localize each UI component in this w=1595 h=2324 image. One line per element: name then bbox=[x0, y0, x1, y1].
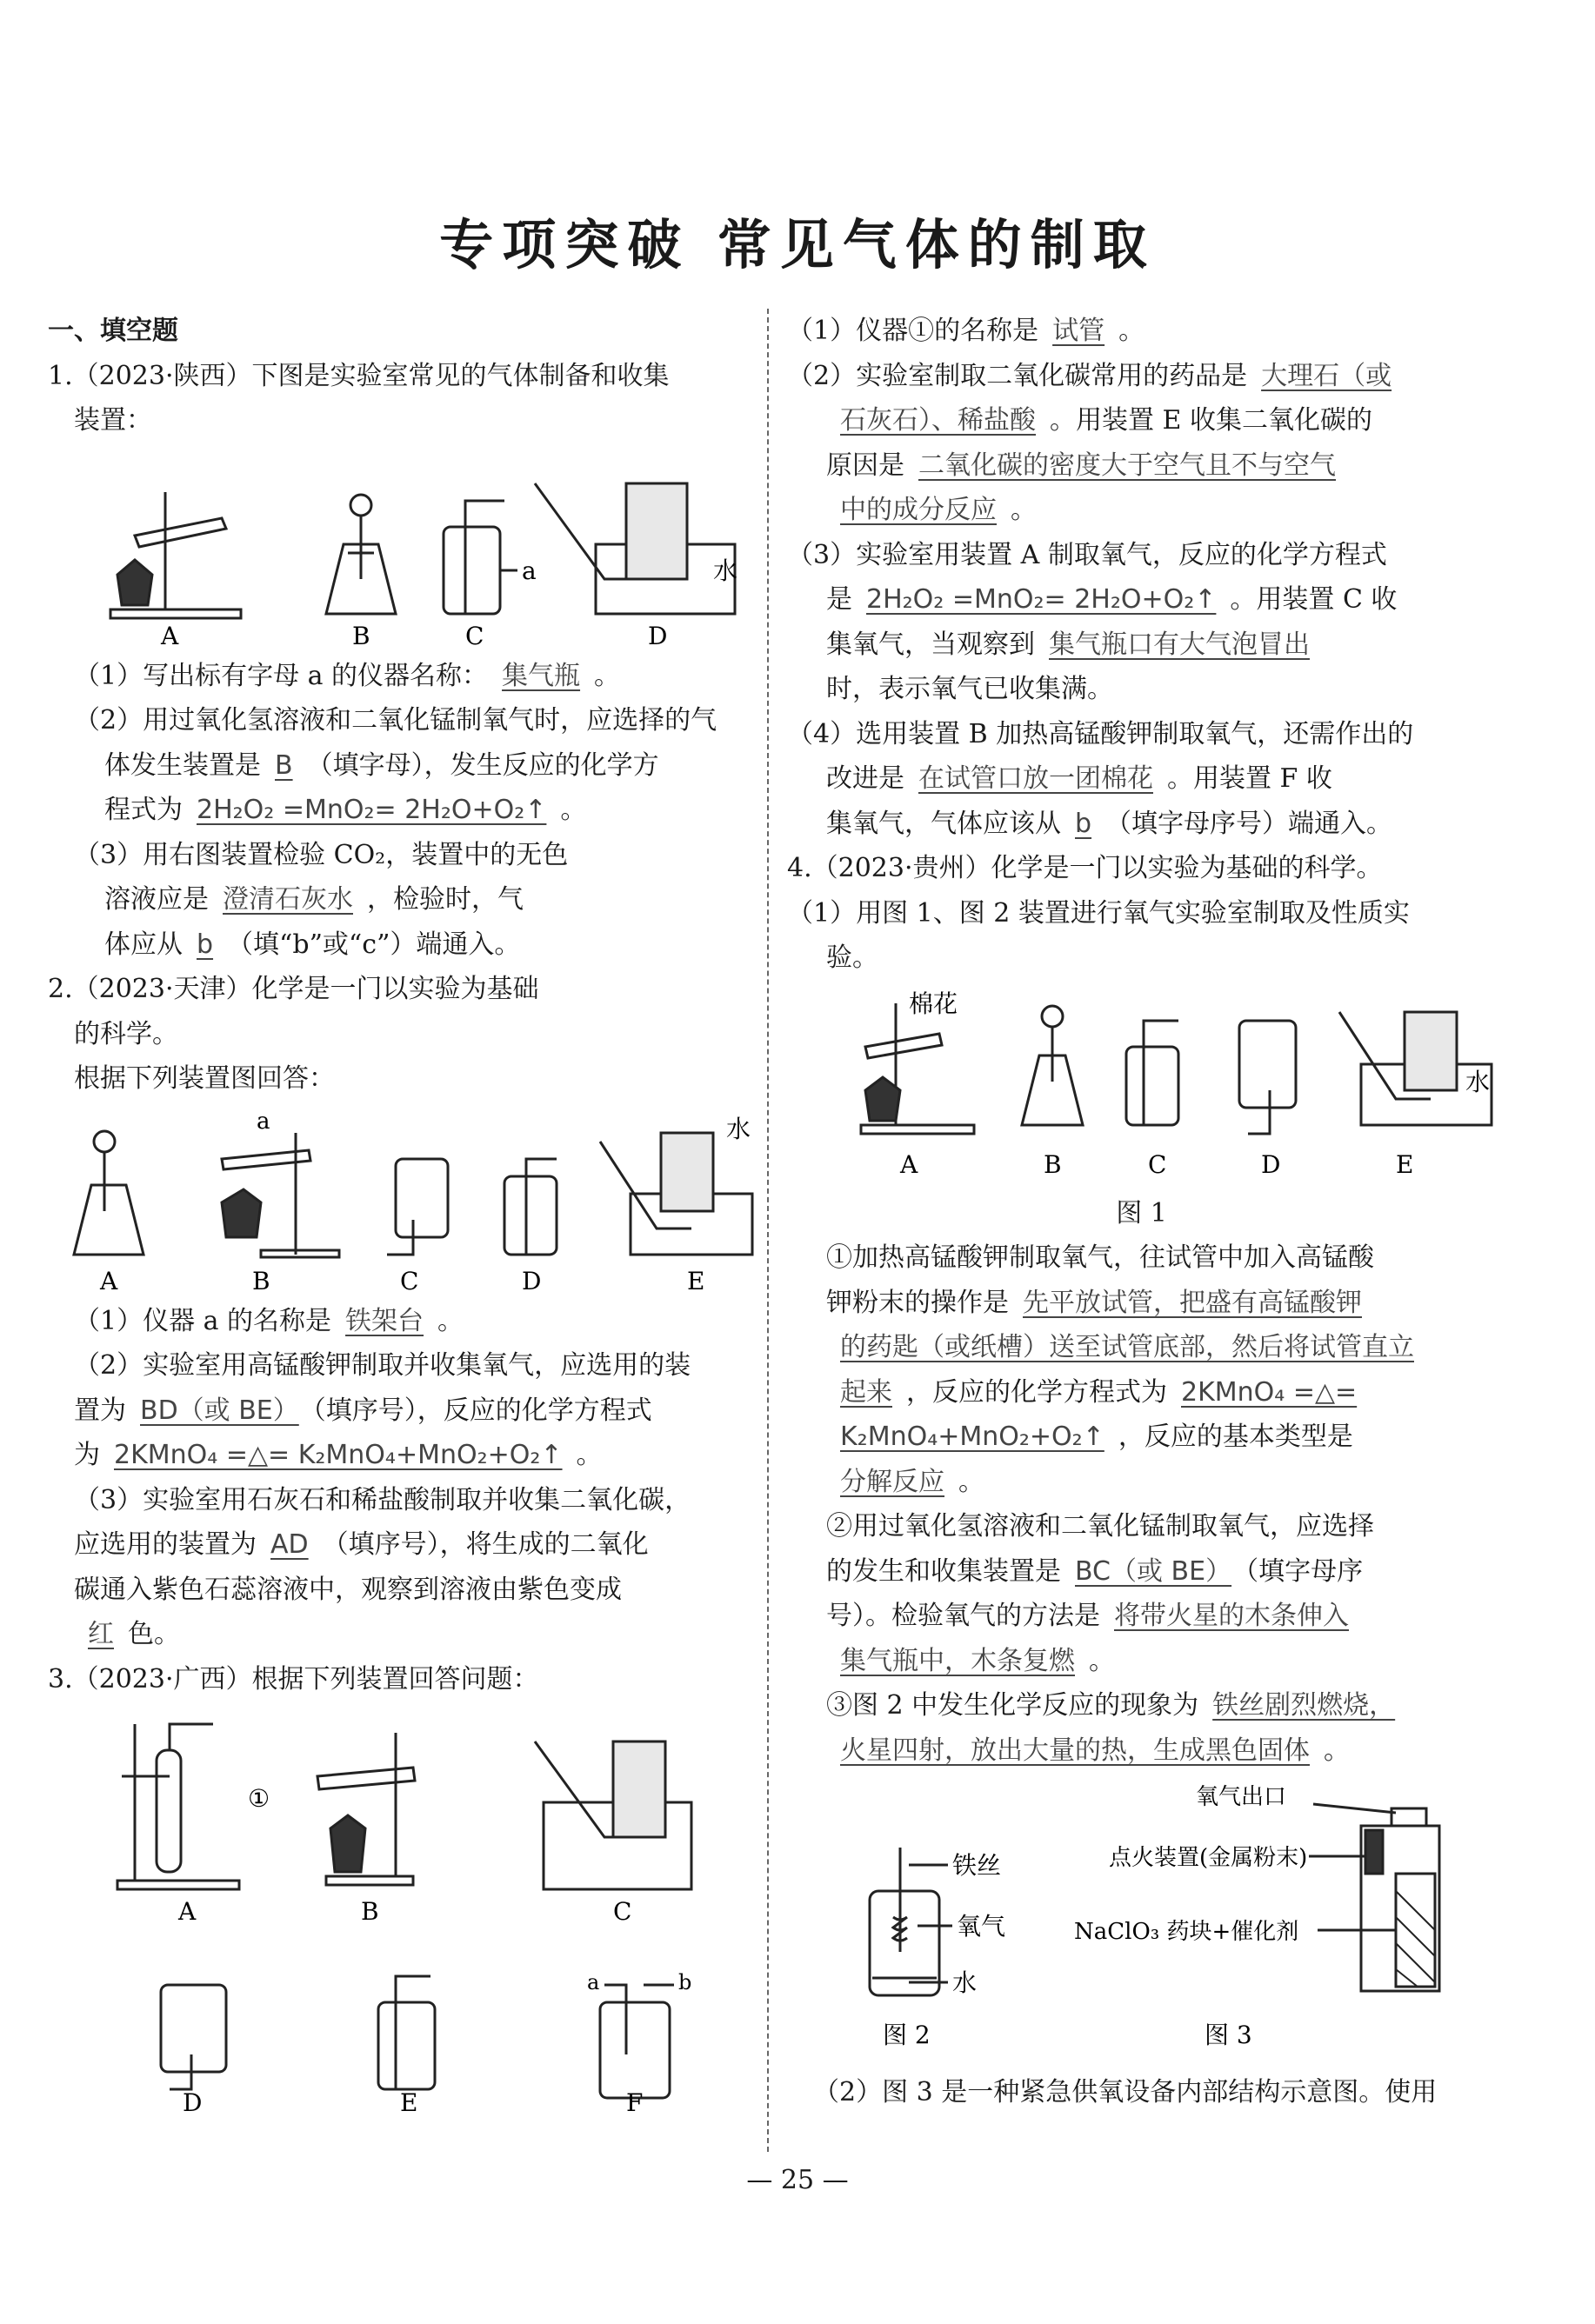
answer: B bbox=[275, 749, 293, 781]
q3-part4: （4）选用装置 B 加热高锰酸钾制取氧气，还需作出的 bbox=[787, 718, 1414, 749]
answer: BD（或 BE） bbox=[140, 1395, 299, 1426]
q1-apparatus-figure bbox=[48, 449, 757, 649]
q4-figure-1 bbox=[787, 986, 1496, 1195]
label-C: C bbox=[465, 621, 484, 649]
q1-part1: （1）写出标有字母 a 的仪器名称： 集气瓶 。 bbox=[74, 660, 621, 691]
a-label: a bbox=[587, 1970, 600, 1994]
q4-s2-b: 的发生和收集装置是 BC（或 BE） （填字母序 bbox=[826, 1555, 1364, 1587]
q2-stem-3: 根据下列装置图回答： bbox=[74, 1063, 335, 1094]
q3-part1: （1）仪器①的名称是 试管 。 bbox=[787, 316, 1145, 346]
label-E: E bbox=[400, 2088, 418, 2115]
q4-part1: （1）用图 1、图 2 装置进行氧气实验室制取及性质实 bbox=[787, 897, 1410, 929]
q3-stem: 3.（2023·广西）根据下列装置回答问题： bbox=[48, 1663, 539, 1695]
q4-s3: ③图 2 中发生化学反应的现象为 铁丝剧烈燃烧， bbox=[787, 1683, 1496, 1728]
q3-part2-d: 中的成分反应 。 bbox=[787, 488, 1496, 533]
label-A: A bbox=[161, 621, 179, 649]
q4-s3-b: 火星四射，放出大量的热，生成黑色固体 。 bbox=[787, 1728, 1496, 1774]
q3-part2-c: 原因是 二氧化碳的密度大于空气且不与空气 bbox=[787, 443, 1496, 489]
answer: 澄清石灰水 bbox=[223, 884, 353, 915]
answer: 2KMnO₄ =△= bbox=[1181, 1376, 1358, 1408]
q2-part2: （2）实验室用高锰酸钾制取并收集氧气，应选用的装 bbox=[74, 1350, 691, 1381]
answer: BC（或 BE） bbox=[1075, 1555, 1232, 1587]
q3-part3: （3）实验室用装置 A 制取氧气，反应的化学方程式 bbox=[787, 539, 1387, 570]
q4-s1-c bbox=[787, 1325, 1496, 1370]
answer: 2H₂O₂ =MnO₂= 2H₂O+O₂↑ bbox=[197, 795, 547, 825]
label-D: D bbox=[522, 1266, 542, 1294]
q1-part3: （3）用右图装置检验 CO₂，装置中的无色 bbox=[74, 839, 569, 870]
q3-part3-b: 是 2H₂O₂ =MnO₂= 2H₂O+O₂↑ 。用装置 C 收 bbox=[826, 584, 1398, 615]
q4-stem: 4.（2023·贵州）化学是一门以实验为基础的科学。 bbox=[787, 853, 1383, 883]
b-label: b bbox=[678, 1970, 692, 1994]
q4-s2-d: 集气瓶中，木条复燃 。 bbox=[787, 1639, 1496, 1684]
label-B: B bbox=[252, 1266, 270, 1294]
q2-part2-b: 置为 BD（或 BE） （填序号），反应的化学方程式 bbox=[74, 1395, 652, 1426]
answer: K₂MnO₄+MnO₂+O₂↑ bbox=[840, 1422, 1104, 1452]
figure-2-caption: 图 2 bbox=[883, 2021, 931, 2049]
answer: 大理石（或 bbox=[1261, 360, 1392, 391]
label-D: D bbox=[183, 2088, 203, 2115]
q2-part3-d: 红 色。 bbox=[48, 1612, 757, 1657]
answer: 集气瓶口有大气泡冒出 bbox=[1049, 629, 1310, 660]
a-label: a bbox=[522, 556, 537, 585]
label-B: B bbox=[352, 621, 370, 649]
answer: b bbox=[197, 929, 214, 960]
q4-part2: （2）图 3 是一种紧急供氧设备内部结构示意图。使用 bbox=[813, 2077, 1438, 2108]
q2-stem-2: 的科学。 bbox=[74, 1018, 178, 1049]
answer: 分解反应 bbox=[840, 1466, 944, 1497]
label-A: A bbox=[100, 1266, 118, 1294]
q2-part3: （3）实验室用石灰石和稀盐酸制取并收集二氧化碳， bbox=[74, 1484, 691, 1515]
q4-s1-f: 分解反应 。 bbox=[787, 1460, 1496, 1505]
label-E: E bbox=[1396, 1149, 1414, 1179]
label-C: C bbox=[613, 1897, 632, 1926]
answer: 在试管口放一团棉花 bbox=[918, 763, 1153, 794]
answer: 试管 bbox=[1052, 316, 1105, 346]
q3-part2-b: 石灰石）、稀盐酸 。用装置 E 收集二氧化碳的 bbox=[787, 398, 1496, 443]
q4-s1-b: 钾粉末的操作是 先平放试管，把盛有高锰酸钾 bbox=[787, 1281, 1496, 1326]
q4-figures-2-3 bbox=[787, 1778, 1496, 2065]
water-label: 水 bbox=[726, 1114, 751, 1143]
q1-part2-c: 程式为 2H₂O₂ =MnO₂= 2H₂O+O₂↑ 。 bbox=[104, 795, 587, 825]
q3-part3-c: 集氧气，当观察到 集气瓶口有大气泡冒出 bbox=[787, 623, 1496, 668]
q3-part2: （2）实验室制取二氧化碳常用的药品是 大理石（或 bbox=[787, 354, 1496, 399]
q2-apparatus-figure bbox=[48, 1107, 757, 1294]
q3-part4-b: 改进是 在试管口放一团棉花 。用装置 F 收 bbox=[826, 763, 1332, 794]
figure-3-caption: 图 3 bbox=[1205, 2021, 1252, 2049]
q4-s1: ①加热高锰酸钾制取氧气，往试管中加入高锰酸 bbox=[826, 1242, 1374, 1273]
left-column bbox=[48, 309, 757, 2121]
circle-1-label: ① bbox=[248, 1784, 270, 1813]
answer: 的药匙（或纸槽）送至试管底部，然后将试管直立 bbox=[840, 1332, 1414, 1362]
answer: 先平放试管，把盛有高锰酸钾 bbox=[1023, 1287, 1362, 1318]
water-label: 水 bbox=[1465, 1067, 1491, 1096]
label-C: C bbox=[1148, 1149, 1167, 1179]
section-heading: 一、填空题 bbox=[48, 316, 178, 346]
answer: 铁丝剧烈燃烧， bbox=[1212, 1690, 1396, 1721]
label-A: A bbox=[900, 1149, 918, 1179]
label-D: D bbox=[648, 621, 668, 649]
answer: 2KMnO₄ =△= K₂MnO₄+MnO₂+O₂↑ bbox=[114, 1440, 563, 1470]
figure-1-caption: 图 1 bbox=[1116, 1197, 1167, 1229]
q1-part3-b: 溶液应是 澄清石灰水 ，检验时，气 bbox=[104, 884, 524, 915]
answer: b bbox=[1075, 808, 1092, 839]
q4-s1-e: K₂MnO₄+MnO₂+O₂↑ ，反应的基本类型是 bbox=[787, 1415, 1496, 1460]
answer: 石灰石）、稀盐酸 bbox=[840, 405, 1036, 436]
cotton-label: 棉花 bbox=[909, 989, 958, 1018]
page-number: — 25 — bbox=[746, 2165, 849, 2195]
answer: 红 bbox=[88, 1619, 114, 1649]
water-label: 水 bbox=[713, 556, 738, 585]
ignite-label: 点火装置(金属粉末) bbox=[1109, 1845, 1308, 1871]
label-D: D bbox=[1261, 1149, 1281, 1179]
label-A: A bbox=[178, 1897, 197, 1926]
answer: 2H₂O₂ =MnO₂= 2H₂O+O₂↑ bbox=[866, 584, 1217, 615]
q3-apparatus-figure bbox=[48, 1707, 757, 2115]
q4-s1-d: 起来 ，反应的化学方程式为 2KMnO₄ =△= bbox=[787, 1370, 1496, 1415]
label-E: E bbox=[687, 1266, 705, 1294]
answer: 铁架台 bbox=[345, 1305, 424, 1336]
answer: 集气瓶中，木条复燃 bbox=[840, 1645, 1075, 1676]
water-label: 水 bbox=[952, 1968, 978, 1997]
right-column bbox=[787, 309, 1496, 2115]
label-C: C bbox=[400, 1266, 419, 1294]
answer: AD bbox=[270, 1529, 309, 1560]
q1-part3-c: 体应从 b （填“b”或“c”）端通入。 bbox=[104, 929, 521, 960]
block-label: NaClO₃ 药块+催化剂 bbox=[1074, 1919, 1299, 1945]
outlet-label: 氧气出口 bbox=[1196, 1784, 1287, 1810]
q2-part3-c: 碳通入紫色石蕊溶液中，观察到溶液由紫色变成 bbox=[74, 1574, 622, 1605]
q2-part3-b: 应选用的装置为 AD （填序号），将生成的二氧化 bbox=[74, 1529, 649, 1560]
page-title: 专项突破 常见气体的制取 bbox=[439, 213, 1156, 276]
q2-part2-c: 为 2KMnO₄ =△= K₂MnO₄+MnO₂+O₂↑ 。 bbox=[74, 1440, 603, 1470]
q2-part1: （1）仪器 a 的名称是 铁架台 。 bbox=[74, 1305, 464, 1336]
label-B: B bbox=[1044, 1149, 1062, 1179]
answer: 火星四射，放出大量的热，生成黑色固体 bbox=[840, 1735, 1310, 1766]
answer: 二氧化碳的密度大于空气且不与空气 bbox=[918, 449, 1336, 481]
q3-part4-c: 集氧气，气体应该从 b （填字母序号）端通入。 bbox=[826, 808, 1393, 839]
answer: 将带火星的木条伸入 bbox=[1114, 1601, 1349, 1631]
answer: 集气瓶 bbox=[502, 660, 581, 691]
q1-stem-2: 装置： bbox=[74, 405, 152, 436]
q1-stem: 1.（2023·陕西）下图是实验室常见的气体制备和收集 bbox=[48, 360, 670, 391]
answer: 起来 bbox=[840, 1376, 892, 1408]
wire-label: 铁丝 bbox=[952, 1851, 1002, 1880]
q3-part3-d: 时，表示氧气已收集满。 bbox=[826, 674, 1113, 704]
q4-s2: ②用过氧化氢溶液和二氧化锰制取氧气，应选择 bbox=[826, 1511, 1374, 1542]
answer: 中的成分反应 bbox=[840, 495, 997, 525]
a-label: a bbox=[257, 1108, 270, 1135]
column-divider bbox=[767, 309, 769, 2152]
label-F: F bbox=[626, 2088, 644, 2115]
q4-part1-b: 验。 bbox=[826, 942, 878, 973]
q4-s2-c: 号）。检验氧气的方法是 将带火星的木条伸入 bbox=[787, 1594, 1496, 1639]
q2-stem: 2.（2023·天津）化学是一门以实验为基础 bbox=[48, 974, 539, 1004]
q1-part2: （2）用过氧化氢溶液和二氧化锰制氧气时，应选择的气 bbox=[74, 705, 717, 736]
label-B: B bbox=[361, 1897, 379, 1926]
q1-part2-b: 体发生装置是 B （填字母），发生反应的化学方 bbox=[104, 749, 659, 781]
oxygen-label: 氧气 bbox=[957, 1912, 1006, 1941]
